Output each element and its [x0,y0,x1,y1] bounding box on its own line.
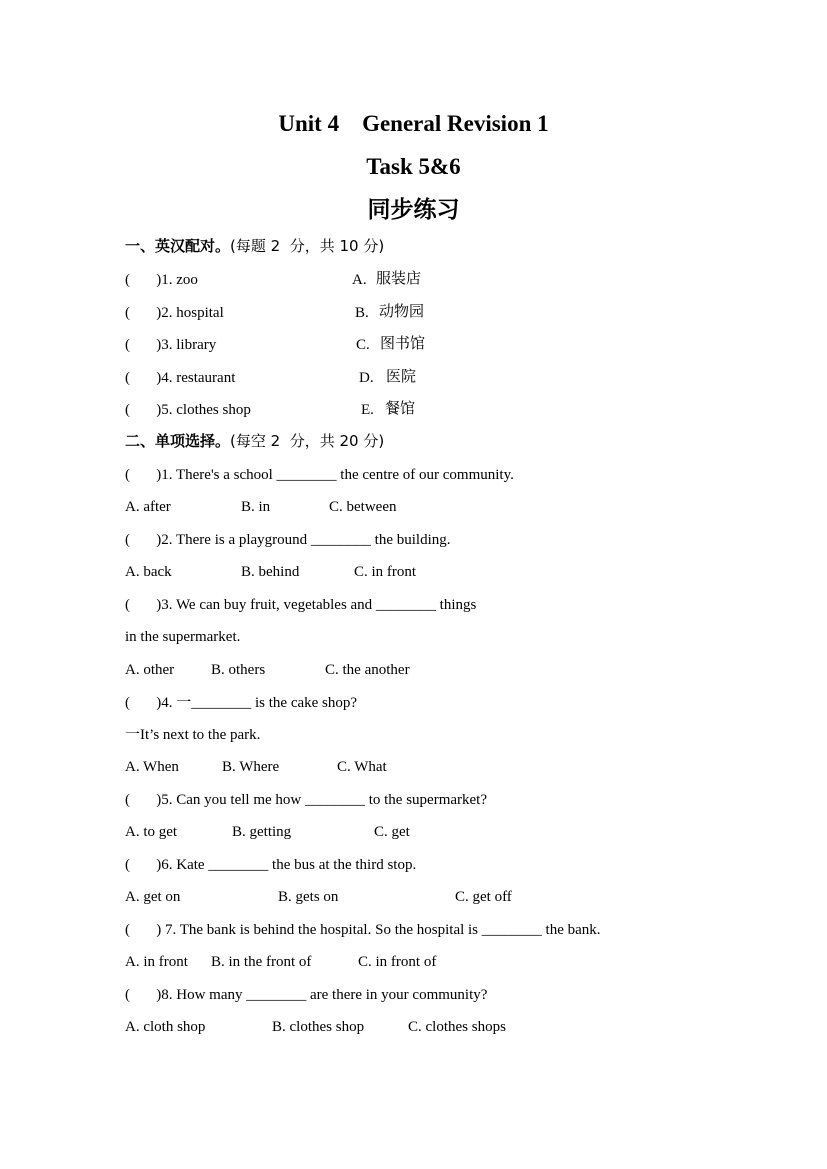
question-5-option-a: A. to get [125,824,178,840]
page-title-chinese: 同步练习 [367,197,460,223]
question-2-option-b: B. behind [241,564,300,580]
question-7-option-c: C. in front of [358,954,437,970]
question-4-option-a: A. When [125,759,179,775]
question-6-stem: ( )6. Kate ________ the bus at the third stop. [125,857,417,873]
question-7-stem: ( ) 7. The bank is behind the hospital. So the hospital is ________ the bank. [125,922,601,938]
match-item-4: ( )4. restaurant [125,370,236,386]
match-option-label-b: B. [355,305,369,321]
question-4-option-c: C. What [337,759,387,775]
match-item-1: ( )1. zoo [125,272,198,288]
section1-heading [125,237,384,255]
question-8-option-a: A. cloth shop [125,1019,206,1035]
question-3-option-c: C. the another [325,662,410,678]
match-option-a: 服装店 [376,269,422,287]
question-2-option-c: C. in front [354,564,417,580]
page-subtitle: Task 5&6 [366,154,461,179]
match-item-5: ( )5. clothes shop [125,402,251,418]
section2-heading [125,432,384,450]
question-5-stem: ( )5. Can you tell me how ________ to the supermarket? [125,792,488,808]
question-3-stem-continued: in the supermarket. [125,629,241,645]
match-item-2: ( )2. hospital [125,305,224,321]
question-5-option-b: B. getting [232,824,292,840]
question-8-stem: ( )8. How many ________ are there in your community? [125,987,488,1003]
question-1-stem: ( )1. There's a school ________ the centre of our community. [125,467,514,483]
section2-score-note: (每空 2 分，共 20 分) [230,432,385,450]
section2-heading-text: 二、单项选择。 [125,432,231,450]
question-6-option-c: C. get off [455,889,512,905]
question-4-option-b: B. Where [222,759,280,775]
match-option-d: 医院 [386,367,417,385]
question-6-option-b: B. gets on [278,889,339,905]
question-2-stem: ( )2. There is a playground ________ the building. [125,532,451,548]
match-option-c: 图书馆 [380,334,426,352]
question-7-option-b: B. in the front of [211,954,312,970]
section1-heading-text: 一、英汉配对。 [125,237,231,255]
question-3-option-b: B. others [211,662,266,678]
match-option-label-a: A. [352,272,367,288]
question-2-option-a: A. back [125,564,172,580]
question-8-option-b: B. clothes shop [272,1019,365,1035]
question-4-stem: ( )4. 一________ is the cake shop? [125,695,358,711]
page-title: Unit 4 General Revision 1 [278,111,549,136]
match-option-label-c: C. [356,337,370,353]
section1-score-note: (每题 2 分，共 10 分) [230,237,385,255]
question-8-option-c: C. clothes shops [408,1019,506,1035]
question-1-option-a: A. after [125,499,171,515]
match-option-label-e: E. [361,402,374,418]
question-1-option-c: C. between [329,499,397,515]
match-option-b: 动物园 [379,302,425,320]
question-1-option-b: B. in [241,499,271,515]
match-option-e: 餐馆 [385,399,416,417]
question-3-option-a: A. other [125,662,175,678]
match-option-label-d: D. [359,370,374,386]
question-6-option-a: A. get on [125,889,181,905]
match-item-3: ( )3. library [125,337,217,353]
question-7-option-a: A. in front [125,954,188,970]
question-4-answer-line: 一It’s next to the park. [125,727,261,743]
question-3-stem: ( )3. We can buy fruit, vegetables and ________ things [125,597,477,613]
question-5-option-c: C. get [374,824,410,840]
